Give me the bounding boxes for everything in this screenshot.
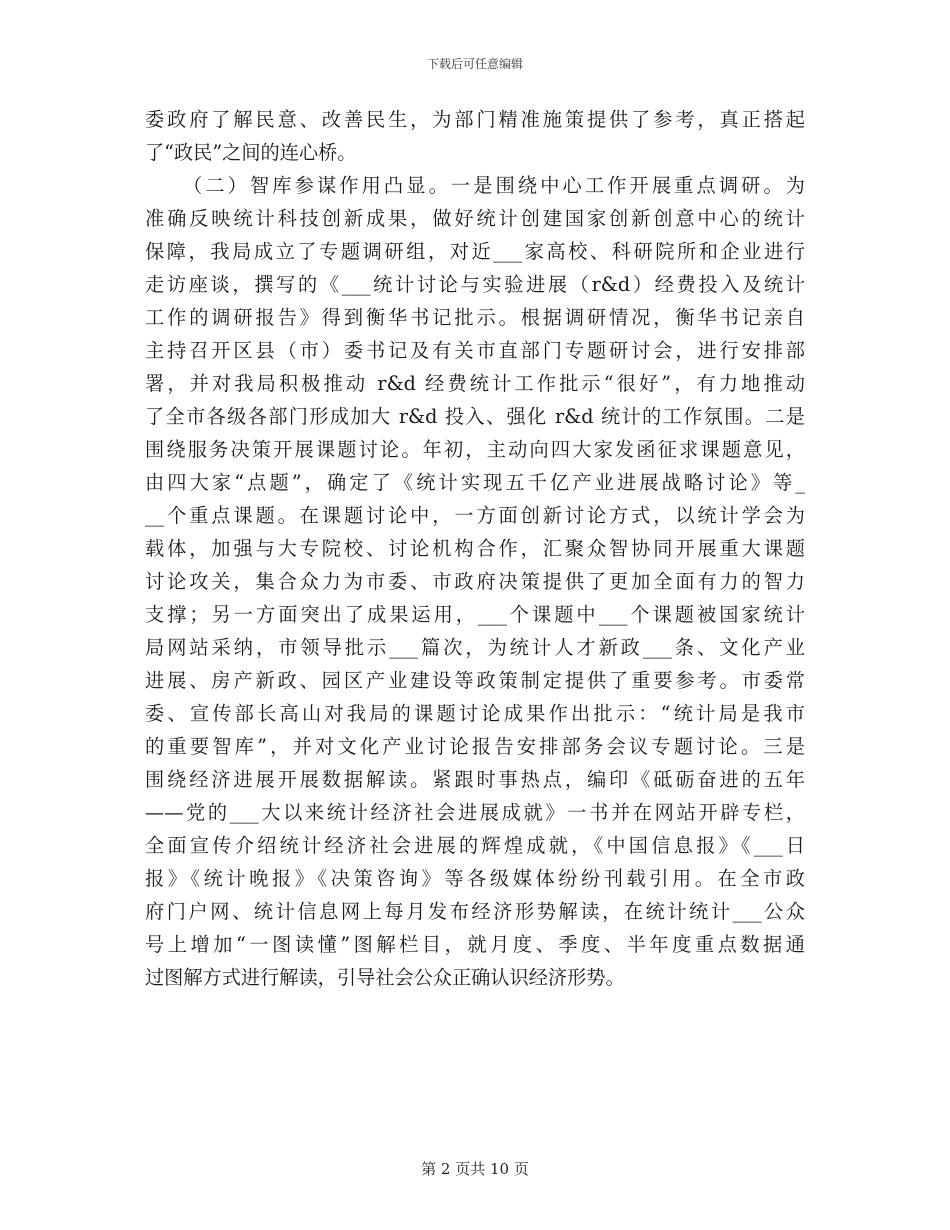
page-header: 下载后可任意编辑 xyxy=(426,57,523,71)
body-line: 报》《统计晚报》《决策咨询》等各级媒体纷纷刊载引用。在全市政 xyxy=(145,867,805,890)
body-line: 号上增加“一图读懂”图解栏目，就月度、季度、半年度重点数据通 xyxy=(145,933,805,956)
body-line: 了“政民”之间的连心桥。 xyxy=(145,141,357,164)
body-line: 支撑；另一方面突出了成果运用，___个课题中___个课题被国家统计 xyxy=(145,603,805,626)
body-line: __个重点课题。在课题讨论中，一方面创新讨论方式，以统计学会为 xyxy=(145,504,805,527)
body-line: 由四大家“点题”，确定了《统计实现五千亿产业进展战略讨论》等_ xyxy=(145,471,805,494)
body-line: 围绕经济进展开展数据解读。紧跟时事热点，编印《砥砺奋进的五年 xyxy=(145,768,805,791)
page-number: 第 2 页共 10 页 xyxy=(421,1160,529,1178)
body-line: 保障，我局成立了专题调研组，对近___家高校、科研院所和企业进行 xyxy=(145,240,805,263)
paragraph-start-line: （二）智库参谋作用凸显。一是围绕中心工作开展重点调研。为 xyxy=(183,174,805,197)
body-line: 全面宣传介绍统计经济社会进展的辉煌成就，《中国信息报》《___日 xyxy=(145,834,805,857)
document-body xyxy=(145,103,805,994)
body-line: 进展、房产新政、园区产业建设等政策制定提供了重要参考。市委常 xyxy=(145,669,805,692)
body-line: 围绕服务决策开展课题讨论。年初，主动向四大家发函征求课题意见， xyxy=(145,438,805,461)
body-line: 委、宣传部长高山对我局的课题讨论成果作出批示：“统计局是我市 xyxy=(145,702,805,725)
body-line: 委政府了解民意、改善民生，为部门精准施策提供了参考，真正搭起 xyxy=(145,108,805,131)
body-line: 府门户网、统计信息网上每月发布经济形势解读，在统计统计___公众 xyxy=(145,900,805,923)
body-line: 过图解方式进行解读，引导社会公众正确认识经济形势。 xyxy=(145,966,625,989)
body-line: 讨论攻关，集合众力为市委、市政府决策提供了更加全面有力的智力 xyxy=(145,570,805,593)
body-line: 载体，加强与大专院校、讨论机构合作，汇聚众智协同开展重大课题 xyxy=(145,537,805,560)
body-line: 署，并对我局积极推动 r&d 经费统计工作批示“很好”，有力地推动 xyxy=(145,372,805,395)
body-line: ——党的___大以来统计经济社会进展成就》一书并在网站开辟专栏， xyxy=(145,801,805,824)
body-line: 了全市各级各部门形成加大 r&d 投入、强化 r&d 统计的工作氛围。二是 xyxy=(145,405,805,428)
body-line: 的重要智库”，并对文化产业讨论报告安排部务会议专题讨论。三是 xyxy=(145,735,805,758)
body-line: 工作的调研报告》得到衡华书记批示。根据调研情况，衡华书记亲自 xyxy=(145,306,805,329)
body-line: 局网站采纳，市领导批示___篇次，为统计人才新政___条、文化产业 xyxy=(145,636,805,659)
body-line: 主持召开区县（市）委书记及有关市直部门专题研讨会，进行安排部 xyxy=(145,339,805,362)
body-line: 走访座谈，撰写的《___统计讨论与实验进展（r&d）经费投入及统计 xyxy=(145,273,805,296)
body-line: 准确反映统计科技创新成果，做好统计创建国家创新创意中心的统计 xyxy=(145,207,805,230)
